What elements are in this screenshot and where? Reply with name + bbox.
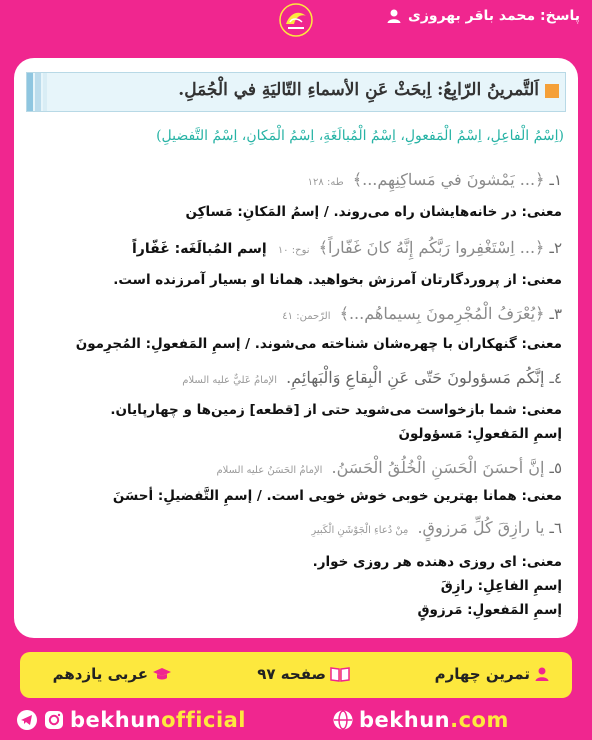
exercise-item-1 xyxy=(308,170,562,189)
exercise-number: ٤ـ xyxy=(549,369,562,387)
footer-bar xyxy=(20,652,572,698)
top-bar xyxy=(0,0,592,36)
exercise-meaning-5: معنی: همانا بهترین خوبی خوش خویی است. / إسمِ التَّفضیلِ: أحسَنَ xyxy=(112,488,562,504)
exercise-number: ٦ـ xyxy=(549,519,562,537)
website-link[interactable] xyxy=(332,708,509,732)
exercise-title-box xyxy=(26,72,566,112)
verse-source: الإمامُ الحَسَنُ عليه السلام xyxy=(216,465,323,476)
exercise-number: ٢ـ xyxy=(549,239,562,257)
exercise-item-6 xyxy=(311,518,562,537)
verse-text: إنَّكُم مَسؤولونَ حَتّى عَنِ الْبِقاعِ وَالْبَهائِمِ. xyxy=(286,368,545,387)
verse-source: الرّحمن: ٤١ xyxy=(282,311,331,322)
exercise-answer-6a: إسمِ الفاعِلِ: رازِقَ xyxy=(440,578,562,594)
verse-source: طه: ١٢٨ xyxy=(307,177,344,188)
exercise-meaning-4: معنی: شما بازخواست می‌شوید حتی از [قطعه] زمین‌ها و چهارپایان. xyxy=(110,402,562,418)
verse-source: الإمامُ عَليٌّ عليه السلام xyxy=(182,375,278,386)
exercise-item-3 xyxy=(282,304,562,323)
exercise-meaning-6: معنی: ای روزی دهنده هر روزی خوار. xyxy=(312,554,562,570)
footer-grade-label: عربی یازدهم xyxy=(52,665,148,683)
book-icon xyxy=(330,666,350,682)
exercise-number: ١ـ xyxy=(549,171,562,189)
student-icon xyxy=(534,666,550,682)
graduation-cap-icon xyxy=(152,666,172,682)
exercise-meaning-3: معنی: گنهکاران با چهره‌شان شناخته می‌شوند. / إسمِ المَفعولِ: المُجرِمونَ xyxy=(75,336,562,352)
globe-icon xyxy=(332,709,354,731)
verse-source: مِنْ دُعاءِ الْجَوْشَنِ الْكَبيرِ xyxy=(311,525,409,536)
title-marker-icon xyxy=(545,84,559,98)
exercise-number: ٥ـ xyxy=(549,459,562,477)
exercise-number: ٣ـ xyxy=(549,305,562,323)
verse-source: نوح: ١٠ xyxy=(277,245,310,256)
exercise-item-2 xyxy=(132,238,562,257)
answer-credit xyxy=(386,8,580,24)
footer-page xyxy=(257,665,350,683)
exercise-item-4 xyxy=(182,368,562,387)
footer-page-label: صفحه ٩٧ xyxy=(257,665,326,683)
answer-label: پاسخ: محمد باقر بهروزی xyxy=(407,8,580,24)
exercise-answer-4: إسمِ المَفعولِ: مَسؤولونَ xyxy=(398,426,562,442)
verse-text: يا رازِقَ كُلِّ مَرزوقٍ. xyxy=(417,518,545,537)
noun-types-list: (اِسْمُ الْفاعِلِ، اِسْمُ الْمَفعولِ، اِسْمُ الْمُبالَغَةِ، اِسْمُ الْمَكانِ، اِسْمُ التَّفضيلِ) xyxy=(156,128,564,144)
instagram-icon[interactable] xyxy=(43,709,65,731)
exercise-item-5 xyxy=(216,458,562,477)
user-icon xyxy=(386,8,402,24)
verse-text: ﴿... اِسْتَغْفِروا رَبَّكُم إِنَّهُ كانَ غَفّاراً﴾ xyxy=(318,238,545,257)
exercise-meaning-2: معنی: از پروردگارتان آمرزش بخواهید. همانا او بسیار آمرزنده است. xyxy=(113,272,562,288)
handle-part-b: official xyxy=(161,708,247,732)
footer-exercise xyxy=(435,665,550,683)
verse-text: إنَّ أحسَنَ الْحَسَنِ الْخُلُقُ الْحَسَنُ. xyxy=(331,458,545,477)
exercise-meaning-1: معنی: در خانه‌هایشان راه می‌روند. / إسمُ المَکانِ: مَساکِن xyxy=(185,204,562,220)
exercise-answer-6b: إسمِ المَفعولِ: مَرزوقٍ xyxy=(417,602,562,618)
site-part-b: .com xyxy=(450,708,509,732)
handle-part-a: bekhun xyxy=(70,708,162,732)
exercise-title: اَلتَّمرينُ الرّابِعُ: اِبحَثْ عَنِ الأسماءِ التّاليَةِ في الْجُمَلِ. xyxy=(178,80,539,100)
verse-text: ﴿يُعْرَفُ الْمُجْرِمونَ بِسيماهُم...﴾ xyxy=(339,304,545,323)
title-stripes xyxy=(27,73,49,111)
telegram-icon[interactable] xyxy=(16,709,38,731)
social-handle[interactable] xyxy=(16,708,246,732)
footer-grade xyxy=(53,665,172,683)
verse-text: ﴿... يَمْشونَ في مَساكِنِهِم...﴾ xyxy=(352,170,545,189)
footer-exercise-label: تمرین چهارم xyxy=(434,665,530,683)
answer-inline: إسم المُبالَغَه: غَفّاراً xyxy=(132,241,267,257)
site-part-a: bekhun xyxy=(359,708,451,732)
bekhun-logo xyxy=(278,2,314,38)
